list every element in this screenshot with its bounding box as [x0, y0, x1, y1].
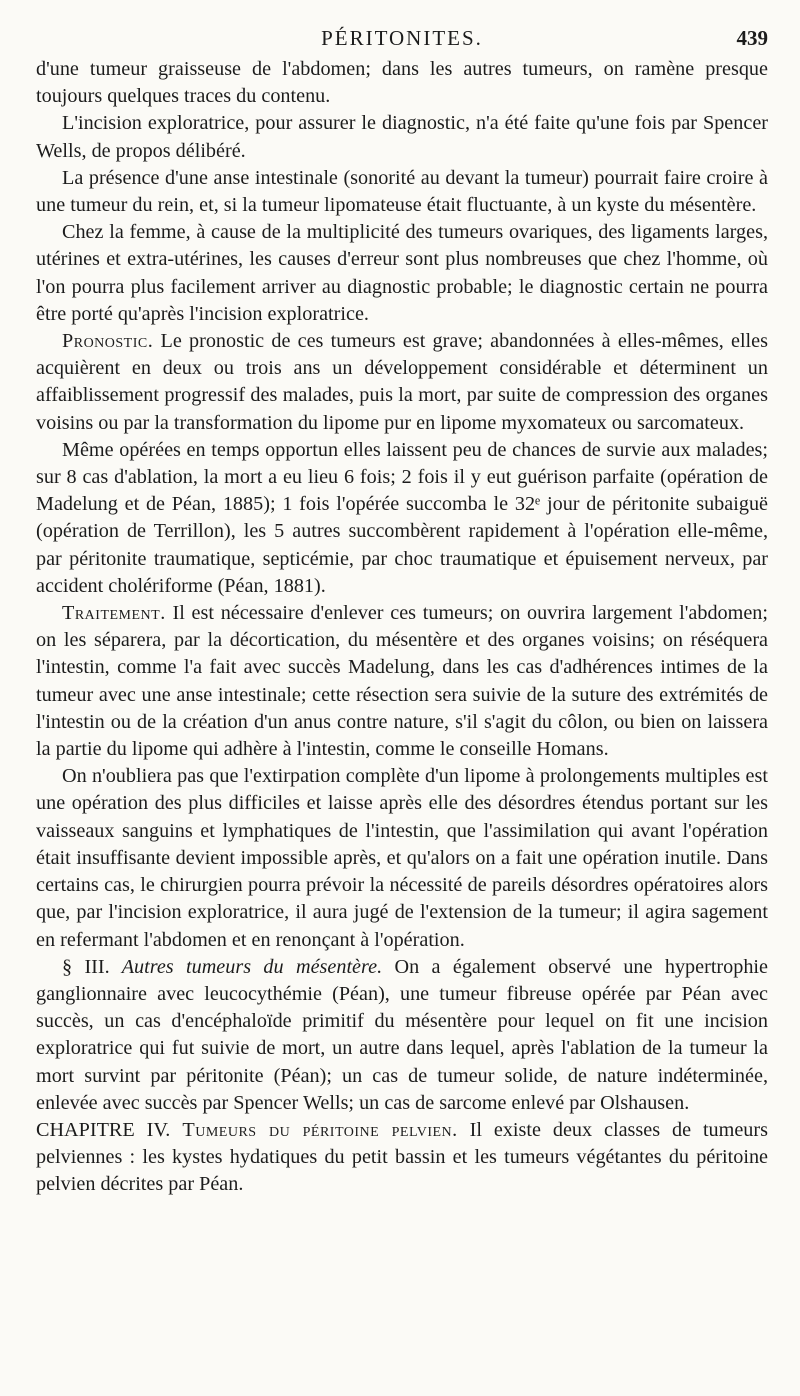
book-page [36, 22, 768, 1199]
running-head: PÉRITONITES. [321, 26, 483, 50]
section-lead-3: § III. [62, 955, 110, 978]
paragraph-3 [36, 165, 768, 219]
paragraph-2-text: L'incision exploratrice, pour assurer le diagnostic, n'a été faite qu'une fois par Spencer Wells, de propos délibéré. [36, 112, 768, 162]
paragraph-6-text: Même opérées en temps opportun elles laissent peu de chances de survie aux malades; sur 8 cas d'ablation, la mort a eu lieu 6 fois; 2 fois il y eut guérison parfaite (opération de Madelung et de Péan, 1885); 1 fois l'opérée succomba le 32ᵉ jour de péritonite subaiguë (opération de Terrillon), les 5 autres succombèrent rapidement à l'opération elle-même, par péritonite traumatique, septicémie, par choc traumatique et épuisement nerveux, par accident cholériforme (Péan, 1881). [36, 438, 768, 597]
paragraph-1 [36, 56, 768, 110]
paragraph-section-3 [36, 954, 768, 1117]
paragraph-section-3-text: On a également observé une hypertrophie ganglionnaire avec leucocythémie (Péan), une tumeur fibreuse opérée par Péan avec succès, un cas d'encéphaloïde primitif du mésentère pour lequel on fit une incision exploratrice qui fut suivie de mort, un autre dans lequel, après l'ablation de la tumeur la mort survint par péritonite (Péan); un cas de tumeur solide, de nature indéterminée, enlevée avec succès par Spencer Wells; un cas de sarcome enlevé par Olshausen. [36, 955, 768, 1114]
page-header [36, 22, 768, 56]
paragraph-prognosis [36, 328, 768, 437]
chapter-paragraph [36, 1117, 768, 1199]
paragraph-8 [36, 763, 768, 953]
paragraph-8-text: On n'oubliera pas que l'extirpation complète d'un lipome à prolongements multiples est une opération des plus difficiles et laisse après elle des désordres étendus portant sur les vaisseaux sanguins et lymphatiques de l'intestin, que l'assimilation qui avant l'opération était insuffisante devient impossible après, et qu'alors on a fait une opération inutile. Dans certains cas, le chirurgien pourra prévoir la nécessité de pareils désordres opératoires alors que, par l'incision exploratrice, il aura jugé de l'extension de la tumeur; il agira sagement en refermant l'abdomen et en renonçant à l'opération. [36, 765, 768, 951]
paragraph-2 [36, 110, 768, 164]
paragraph-prognosis-text: Le pronostic de ces tumeurs est grave; abandonnées à elles-mêmes, elles acquièrent en deux ou trois ans un développement considérable et déterminent un affaiblissement progressif des malades, puis la mort, par suite de compression des organes voisins ou par la transformation du lipome pur en lipome myxomateux ou sarcomateux. [36, 330, 768, 434]
section-lead-prognosis: Pronostic. [62, 330, 154, 353]
page-number: 439 [736, 26, 768, 50]
chapter-label: CHAPITRE IV. [36, 1118, 171, 1141]
chapter-title: Tumeurs du péritoine pelvien. [170, 1118, 458, 1141]
paragraph-treatment [36, 600, 768, 763]
paragraph-4 [36, 219, 768, 328]
paragraph-6 [36, 437, 768, 600]
body-text [36, 56, 768, 1199]
section-lead-treatment: Traitement. [62, 602, 166, 625]
paragraph-treatment-text: Il est nécessaire d'enlever ces tumeurs; on ouvrira largement l'abdomen; on les séparera, par la décortication, du mésentère et des organes voisins; on réséquera l'intestin, comme l'a fait avec succès Madelung, dans les cas d'adhérences intimes de la tumeur avec une anse intestinale; cette résection sera suivie de la suture des extrémités de l'intestin ou de la création d'un anus contre nature, s'il s'agit du côlon, ou bien on laissera la partie du lipome qui adhère à l'intestin, comme le conseille Homans. [36, 602, 768, 761]
paragraph-1-text: d'une tumeur graisseuse de l'abdomen; dans les autres tumeurs, on ramène presque toujours quelques traces du contenu. [36, 58, 768, 108]
paragraph-4-text: Chez la femme, à cause de la multiplicité des tumeurs ovariques, des ligaments larges, utérines et extra-utérines, les causes d'erreur sont plus nombreuses que chez l'homme, où l'on pourra plus facilement arriver au diagnostic probable; le diagnostic certain ne pourra être porté qu'après l'incision exploratrice. [36, 221, 768, 325]
paragraph-3-text: La présence d'une anse intestinale (sonorité au devant la tumeur) pourrait faire croire à une tumeur du rein, et, si la tumeur lipomateuse était fluctuante, à un kyste du mésentère. [36, 166, 768, 217]
chapter-text: Il existe deux classes de tumeurs pelviennes : les kystes hydatiques du petit bassin et les tumeurs végétantes du péritoine pelvien décrites par Péan. [36, 1118, 768, 1196]
section-3-title: Autres tumeurs du mésentère. [109, 955, 383, 978]
